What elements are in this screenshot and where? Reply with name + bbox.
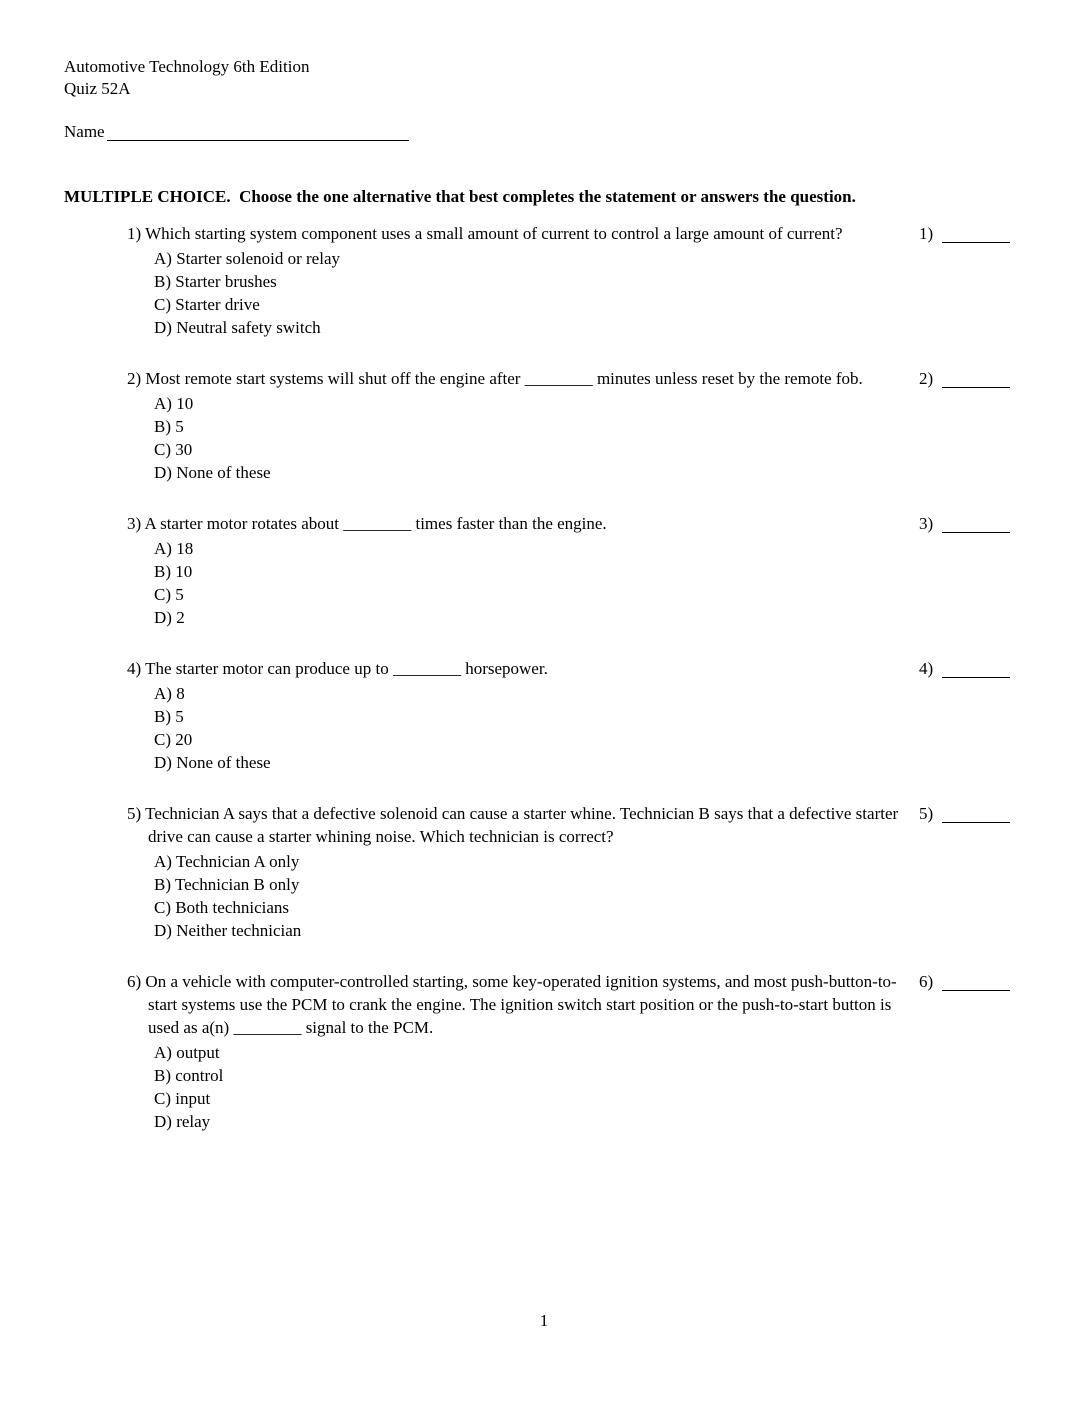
option-b: B) 5 xyxy=(154,417,184,436)
answer-blank-line xyxy=(942,226,1010,243)
option-a: A) Technician A only xyxy=(154,852,300,871)
answer-number: 5) xyxy=(919,804,934,823)
answer-blank-line xyxy=(942,516,1010,533)
question-4-stem xyxy=(127,657,901,680)
question-number: 4) xyxy=(127,659,142,678)
question-5-body xyxy=(127,802,919,942)
question-text: Technician A says that a defective solenoid can cause a starter whine. Technician B says that a defective starter drive can cause a starter whining noise. Which technician is correct? xyxy=(145,804,899,846)
option-d: D) None of these xyxy=(154,463,271,482)
option-a: A) 18 xyxy=(154,539,194,558)
document-header xyxy=(64,56,1024,100)
answer-area xyxy=(919,222,1014,245)
answer-blank-line xyxy=(942,806,1010,823)
question-1-options xyxy=(154,247,901,339)
question-number: 1) xyxy=(127,224,142,243)
question-5-options xyxy=(154,850,901,942)
question-1 xyxy=(127,222,1024,339)
option-d: D) relay xyxy=(154,1112,211,1131)
question-text: A starter motor rotates about ________ times faster than the engine. xyxy=(144,514,607,533)
question-5-stem xyxy=(127,802,901,848)
question-6 xyxy=(127,970,1024,1133)
question-text: Most remote start systems will shut off the engine after ________ minutes unless reset by the remote fob. xyxy=(145,369,863,388)
option-c: C) 20 xyxy=(154,730,193,749)
option-d: D) 2 xyxy=(154,608,185,627)
question-number: 6) xyxy=(127,972,142,991)
question-3-body xyxy=(127,512,919,629)
section-heading: MULTIPLE CHOICE. Choose the one alternative that best completes the statement or answers the question. xyxy=(64,187,856,206)
answer-number: 6) xyxy=(919,972,934,991)
question-2 xyxy=(127,367,1024,484)
question-text: Which starting system component uses a small amount of current to control a large amount of current? xyxy=(145,224,843,243)
option-c: C) 5 xyxy=(154,585,184,604)
answer-blank-line xyxy=(942,661,1010,678)
question-2-stem xyxy=(127,367,901,390)
answer-blank-line xyxy=(942,974,1010,991)
option-d: D) Neutral safety switch xyxy=(154,318,321,337)
option-c: C) Starter drive xyxy=(154,295,260,314)
answer-number: 3) xyxy=(919,514,934,533)
option-c: C) Both technicians xyxy=(154,898,290,917)
question-1-stem xyxy=(127,222,901,245)
question-text: The starter motor can produce up to ________ horsepower. xyxy=(145,659,548,678)
answer-number: 1) xyxy=(919,224,934,243)
answer-area xyxy=(919,512,1014,535)
question-6-stem xyxy=(127,970,901,1039)
answer-number: 4) xyxy=(919,659,934,678)
question-number: 3) xyxy=(127,514,142,533)
question-number: 5) xyxy=(127,804,142,823)
option-c: C) 30 xyxy=(154,440,193,459)
option-d: D) Neither technician xyxy=(154,921,302,940)
answer-area xyxy=(919,970,1014,993)
answer-area xyxy=(919,367,1014,390)
page-number: 1 xyxy=(539,1311,549,1330)
question-6-options xyxy=(154,1041,901,1133)
option-a: A) output xyxy=(154,1043,220,1062)
question-2-options xyxy=(154,392,901,484)
question-6-body xyxy=(127,970,919,1133)
book-title: Automotive Technology 6th Edition xyxy=(64,57,310,76)
option-a: A) 8 xyxy=(154,684,185,703)
name-blank-line xyxy=(107,124,409,141)
option-d: D) None of these xyxy=(154,753,271,772)
option-b: B) 5 xyxy=(154,707,184,726)
question-4-body xyxy=(127,657,919,774)
question-text: On a vehicle with computer-controlled starting, some key-operated ignition systems, and most push-button-to-start systems use the PCM to crank the engine. The ignition switch start position or the push-to-start button is used as a(n) ________ signal to the PCM. xyxy=(145,972,897,1037)
question-3-options xyxy=(154,537,901,629)
question-5 xyxy=(127,802,1024,942)
questions-list xyxy=(127,222,1024,1133)
option-c: C) input xyxy=(154,1089,211,1108)
answer-area xyxy=(919,657,1014,680)
question-2-body xyxy=(127,367,919,484)
option-b: B) Technician B only xyxy=(154,875,300,894)
option-b: B) control xyxy=(154,1066,224,1085)
option-b: B) Starter brushes xyxy=(154,272,277,291)
option-a: A) Starter solenoid or relay xyxy=(154,249,340,268)
question-4 xyxy=(127,657,1024,774)
answer-number: 2) xyxy=(919,369,934,388)
question-3-stem xyxy=(127,512,901,535)
option-b: B) 10 xyxy=(154,562,193,581)
question-3 xyxy=(127,512,1024,629)
answer-area xyxy=(919,802,1014,825)
name-label: Name xyxy=(64,122,105,141)
question-1-body xyxy=(127,222,919,339)
quiz-title: Quiz 52A xyxy=(64,79,131,98)
name-row xyxy=(64,120,1024,143)
answer-blank-line xyxy=(942,371,1010,388)
option-a: A) 10 xyxy=(154,394,194,413)
question-number: 2) xyxy=(127,369,142,388)
question-4-options xyxy=(154,682,901,774)
